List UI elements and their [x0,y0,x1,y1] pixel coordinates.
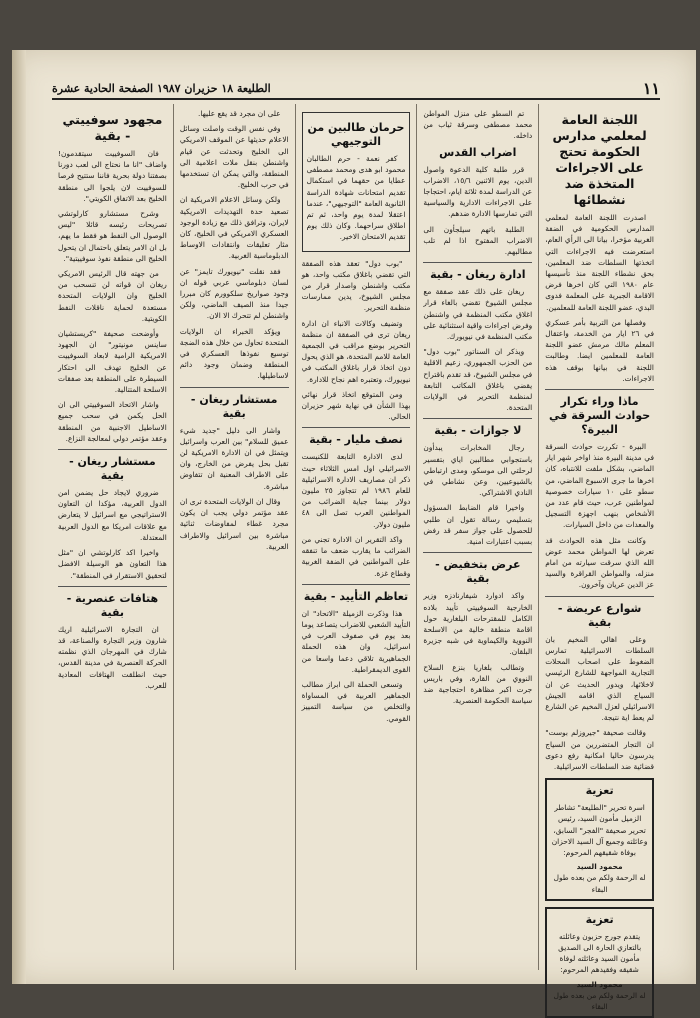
article-teachers-p1: اصدرت اللجنة العامة لمعلمي المدارس الحكومية في الضفة الغربية مؤخرا، بيانا الى الرأي العام، استعرضت فيه الاجراءات التي اتخذتها السلطات ضد المعلمين، بحق نشطاء اللجنة منذ تأسيسها عام ١٩٨٠ التي كان اخرها فرض الاقامة الجبرية على المعلمة فدوى البدي، عضو اللجنة العامة للمعلمين. [545,213,655,312]
folio-page-number: ١١ [642,78,660,98]
article-soviet-p1: فان السوفييت سيتقدمون! واضاف "انا ما نحتاج الى لعب دورنا بصفتنا دولة بحرية فاننا ستتيح فرصا للسوفييت لان يلجوا الى منطقة الخليج بعد الاتفاق الكويتي". [58,149,167,203]
headline-teachers: اللجنة العامة لمعلمي مدارس الحكومة تحتج على الاجراءات المتخذة ضد نشطائها [552,112,647,207]
article-racist-p1: ان التجارة الاسرائيلية اريك شارون وزير التجارة والصناعة، قد شارك في المهرجان الذي نظمته الحركة العنصرية في مدينة القدس، حيث انطلقت الهتافات المعادية للعرب. [58,624,167,690]
column-2 [417,104,539,970]
article-reagan-cont-p2: وتضيف وكالات الانباء ان ادارة ريغان ترى في الصفقة ان منظمة التحرير بوضع مراقب في الجمعية العامة للامم المتحدة، هو الذي يحول دون اتخاذ قرار باغلاق المكتب في نيويورك، وتعتبره اهم نجاح للادارة. [301,318,411,384]
article-strike-p2: الطلبة باتهم سيلجأون الى الاضراب المفتوح اذا لم تلب مطالبهم. [423,224,533,257]
column-5 [52,104,174,970]
divider [545,389,654,390]
headline-reagan-admin: ادارة ريغان - بقية [430,268,526,282]
condolence-1-name: محمود السيد [576,862,623,872]
article-burglary-cont: تم السطو على منزل المواطن محمد مصطفى وسرقة ثياب من داخله. [423,109,533,141]
divider [58,449,167,450]
article-soviet-cont-p1: على ان مجرد قد يقع عليها. [198,109,281,118]
inset-students-text: كفر نعمة - حرم الطالبان محمود ابو هدى ومحمد مصطفى عطايا من حقهما في استكمال تقديم امتحانات شهادة الدراسة الثانوية العامة "التوجيهي"، عندما اعتقلا لمدة يوم واحد، ثم تم اطلاق سراحهما. وكان ذلك يوم تقديم الامتحان الاخير. [306,154,406,242]
article-thefts-p2: وكانت مثل هذه الحوادث قد تعرض لها المواطن محمد عوض الله الذي سرقت سيارته من امام منزله، والمواطن القراقرة والسيد عز الدين عريان وآخرون. [545,535,654,590]
column-4 [174,104,296,970]
article-reagan-cont-p3: ومن المتوقع اتخاذ قرار نهائي بهذا الشأن في نهاية شهر حزيران الحالي. [301,389,411,422]
folio-title: الطليعة ١٨ حزيران ١٩٨٧ الصفحة الحادية عشرة [52,81,271,95]
article-advisor-p1: واشار الى دليل "جديد شيء عميق للسلام" بين العرب واسرائيل ويتمثل في ان الادارة الامريكية لن تقبل بحل يفرض من الخارج، وان على الاطراف المعنية ان تتفاوض مباشرة. [179,425,289,491]
page-fold-shadow [12,50,26,984]
divider [58,586,167,587]
condolence-1-closing: له الرحمة ولكم من بعده طول البقاء [553,873,646,894]
article-soviet-cont-p4: فقد نقلت "نيويورك تايمز" عن لسان دبلوماسي عربي قوله ان وجود صواريخ سلكوورم كان مبررا جيدا منذ الصيف الماضي، ولكن واشنطن لم تتحرك الا الان. [179,266,289,321]
article-passports-p1: رجال المخابرات يبدأون باستجوابي مطالبين اياي بتفسير لرحلتي الى موسكو، ومدى ارتباطي بالشيوعيين، وعن نشاطي في النادي الاشتراكي. [423,443,533,498]
headline-reagan-advisor: مستشار ريغان - بقية [190,392,278,420]
headline-growing-support: تعاظم التأييد - بقية [303,589,409,603]
article-soviet-p3: من جهته قال الرئيس الامريكي ريغان ان قواته لن تنسحب من الخليج وان الولايات المتحدة مستعدة لحماية ناقلات النفط الكويتية. [58,269,167,323]
article-thefts-p1: البيرة - تكررت حوادث السرقة في مدينة البيرة منذ اواخر شهر ايار الماضي، بشكل ملفت للانتباه، كان اخرها ما جرى الاسبوع الماضي، من سطو على ١٠ سيارات خصوصية لمواطنين عرب، حيث قام عدد من الأشخاص بنهب اجهزة التسجيل والمعدات من داخل السيارات. [545,442,654,530]
article-reagan-p2: ويذكر ان السناتور "بوب دول" من الحزب الجمهوري، زعيم الاقلية في مجلس الشيوخ، قد تقدم باقتراح يقضي باغلاق المكاتب التابعة لمنظمة التحرير في الولايات المتحدة. [423,347,533,413]
condolence-1-text: اسرة تحرير "الطليعة" تشاطر الزميل مأمون السيد، رئيس تحرير صحيفة "الفجر" السابق، وعائلته وجميع آل السيد الاحزان بوفاة شقيقهم المرحوم: [551,803,648,857]
condolence-2-name: محمود السيد [576,979,623,989]
column-3 [296,104,418,970]
article-half-billion-p1: لدى الادارة التابعة للكنيست الاسرائيلي اول امس الثلاثاء حيث ذكر ان مصاريف الادارة الاسرائيلية للعام ١٩٨٦ لم تتجاوز ٢٥ مليون دولار بينما جباية الضرائب من المواطنين العرب تصل الى ٤٨ مليون دولار. [301,452,411,529]
divider [423,552,532,553]
divider [545,596,654,597]
inset-students-box [302,112,411,252]
folio-header [52,78,660,100]
article-soviet-p4: وأوضحت صحيفة "كريستشيان ساينس مونيتور" ان الجهود الامريكية الرامية لابعاد السوفييت عن الخليج تهدف الى احتكار السيطرة على المنطقة بعد صفقات الاسلحة المتتالية. [58,329,167,395]
headline-reagan-advisor-2: مستشار ريغان - بقية [69,455,156,483]
article-streets-p1: وعلى اهالي المخيم بان السلطات الاسرائيلية تمارس الضغوط على اصحاب المحلات التجارية المواجهة للشارع الرئيسي لاخلائها، ويدور الحديث عن ان السياج الذي اقامه الجيش الاسرائيلي لعزل المخيم عن الشارع لم يعط اية نتيجة. [545,634,654,723]
article-soviet-p5: واشار الاتحاد السوفييتي الى ان الحل يكمن في سحب جميع الاساطيل الاجنبية من المنطقة وعقد مؤتمر دولي لمعالجة النزاع. [58,400,167,443]
headline-soviet-effort: مجهود سوفييتي - بقية [62,112,163,143]
article-reduction-p1: واكد ادوارد شيفارنادزه وزير الخارجية السوفييتي تأييد بلاده الكامل للمقترحات البلغارية حول اقامة منطقة خالية من الاسلحة النووية والكيماوية في شبه جزيرة البلقان. [423,591,533,657]
article-strike-p1: قرر طلبة كلية الدعوة واصول الدين، يوم الاثنين ١٥/٦، الاضراب عن الدراسة لمدة ثلاثة ايام، احتجاجا على الاجراءات الادارية والسياسية التي تمارسها الادارة ضدهم. [423,164,533,219]
headline-jerusalem-strike: اضراب القدس [439,145,517,159]
newspaper-page [12,50,696,1011]
headline-students-denied: حرمان طالبين من التوجيهي [307,121,405,148]
article-teachers-p2: وفصلها من التربية بأمر عسكري في ٢٦ ايار من الخدمة، واعتقال المعلم مالك مرمش عضو اللجنة العامة للمعلمين ايضا. وطالبت اللجنة في بيانها بوقف هذه الاجراءات. [545,317,654,383]
article-advisor2-p2: واخيرا اكد كارلوتشي ان "مثل هذا التعاون هو الوسيلة الافضل لتحقيق الاستقرار في المنطقة". [58,548,167,580]
article-support-p2: وتسعى الحملة الى ابراز مطالب الجماهير العربية في المساواة والتخلص من سياسة التمييز القومي. [301,679,411,723]
column-1 [539,104,660,1011]
headline-half-billion: نصف مليار - بقية [309,433,403,447]
condolence-2-closing: له الرحمة ولكم من بعده طول البقاء [553,990,646,1011]
divider [302,427,411,428]
article-reagan-cont-p1: "بوب دول" تعقد هذه الصفقة التي تقضي باغلاق مكتب واحد، هو مكتب واشنطن واصدار قرار من مجلس الشيوخ، يدين ممارسات منظمة التحرير. [301,258,411,313]
columns-container [52,104,660,1011]
headline-bireh-thefts: ماذا وراء تكرار حوادث السرقة في البيرة؟ [549,395,651,437]
condolence-2-text: يتقدم جورج حزبون وعائلته بالتعازي الحارة الى الصديق مأمون السيد وعائلته لوفاة شقيقه وفقيدهم المرحوم: [558,931,642,975]
divider [423,418,532,419]
article-half-billion-p2: واكد التقرير ان الادارة تجني من الضرائب ما يقارب ضعف ما تنفقه على المواطنين في الضفة الغربية وقطاع غزة. [301,534,411,578]
article-advisor2-p1: ضروري لايجاد حل يضمن امن الدول العربية، مؤكدا ان التعاون الاستراتيجي مع اسرائيل لا يتعارض مع علاقات امريكا مع الدول العربية المعتدلة. [58,488,167,542]
headline-no-passports: لا جوازات - بقية [434,424,522,438]
article-soviet-p2: وشرح مستشارو كارلوتشي تصريحات رئيسه قائلا "ليس الوصول الى النفط هو فقط ما يهم، بل ان الامر يتعلق باحتمال ان يتحول الخليج الى منطقة نفوذ سوفييتية". [58,209,167,263]
article-streets-p2: وقالت صحيفة "جيروزلم بوست" ان التجار المتضررين من السياج يدرسون حاليا امكانية رفع دعوى قضائية ضد السلطات الاسرائيلية. [545,728,654,771]
condolence-box-2 [545,907,654,1018]
headline-reduction-offer: عرض بتخفيض - بقية [435,558,521,586]
article-soviet-cont-p2: وفي نفس الوقت واصلت وسائل الاعلام حديثها عن الموقف الامريكي الى الخليج وتحدثت عن قيام واشنطن بنقل ملات اعلامية الى المنطقة، والتي يمكن ان تستخدمها في حرب الخليج. [179,124,289,190]
article-support-p1: هذا وذكرت الزميلة "الاتحاد" ان التأييد الشعبي للاضراب يتصاعد يوما بعد يوم في صفوف العرب في اسرائيل، وان هذه الحملة الجماهيرية تلاقي دعما واسعا من القوى الديمقراطية. [301,608,411,674]
headline-racist-chants: هتافات عنصرية - بقية [66,591,159,619]
condolence-2-title: تعزية [585,912,614,926]
article-passports-p2: واخيرا قام الضابط المسؤول بتسليمي رسالة تقول ان طلبي للحصول على جواز سفر قد رفض بسبب اعتبارات امنية. [423,503,533,547]
article-soviet-cont-p5: ويؤكد الخبراء ان الولايات المتحدة تحاول من خلال هذه الضجة توسيع نفوذها العسكري في المنطقة وضمان وجود دائم لاساطيلها. [179,326,289,381]
condolence-box-1 [545,778,654,901]
article-reduction-p2: وتطالب بلغاريا بنزع السلاح النووي من القارة، وفي باريس جرت اكبر مظاهرة احتجاجية ضد سياسة الحكومة العنصرية. [423,662,533,706]
condolence-1-title: تعزية [585,784,614,798]
article-reagan-p1: ريغان على ذلك عقد صفقة مع مجلس الشيوخ تقضي بالغاء قرار اغلاق مكتب المنظمة في واشنطن وفرض اجراءات واقية استثنائية على مكتب المنظمة في نيويورك. [423,287,533,342]
article-soviet-cont-p3: ولكن وسائل الاعلام الامريكية ان تصعيد حدة التهديدات الامريكية لايران، وترافق ذلك مع زيادة الوجود العسكري الامريكي في الخليج، كان مثار تعليقات وانتقادات الاوساط الدبلوماسية الغربية. [179,195,289,261]
divider [423,262,532,263]
divider [180,387,289,388]
article-advisor-p2: وقال ان الولايات المتحدة ترى ان عقد مؤتمر دولي يجب ان يكون مجرد غطاء لمفاوضات ثنائية مباشرة بين اسرائيل والاطراف العربية. [179,496,289,551]
divider [302,584,411,585]
headline-wide-streets: شوارع عريضة - بقية [557,601,642,629]
